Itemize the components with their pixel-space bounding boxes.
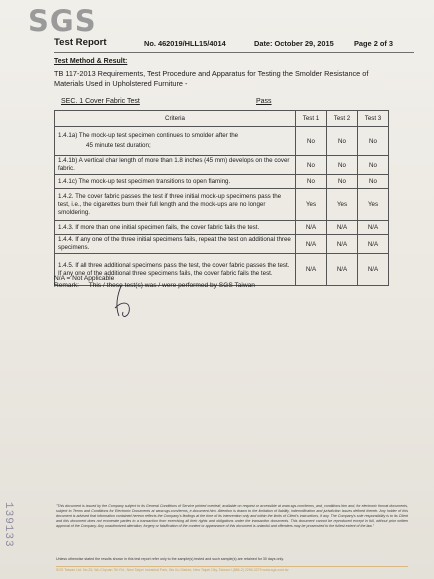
result-test-3: N/A [358, 254, 389, 286]
table-row [55, 175, 389, 189]
section-label: SEC. 1 Cover Fabric Test [61, 98, 140, 105]
criteria-table [54, 110, 389, 286]
table-row [55, 156, 389, 175]
table-row [55, 127, 389, 156]
remark-text: This / these test(s) was / were performed by SGS Taiwan [88, 282, 255, 289]
result-test-2: N/A [327, 235, 358, 254]
result-test-1: No [296, 156, 327, 175]
header-criteria: Criteria [55, 111, 296, 127]
header-divider [54, 52, 414, 53]
criteria-cell: 1.4.1c) The mock-up test specimen transitions to open flaming. [55, 175, 296, 189]
result-test-2: Yes [327, 189, 358, 221]
result-test-3: No [358, 175, 389, 189]
na-legend: N/A = Not Applicable [54, 275, 115, 282]
criteria-cell: 1.4.2. The cover fabric passes the test if three initial mock-up specimens pass the test, i.e., the cigarettes burn their full length and the mock-ups are no longer smoldering. [55, 189, 296, 221]
header-test-1: Test 1 [296, 111, 327, 127]
result-test-1: N/A [296, 235, 327, 254]
result-test-3: N/A [358, 221, 389, 235]
report-date: Date: October 29, 2015 [254, 39, 334, 48]
criteria-cell: 1.4.3. If more than one initial specimen fails, the cover fabric fails the test. [55, 221, 296, 235]
result-test-1: Yes [296, 189, 327, 221]
table-row [55, 189, 389, 221]
result-test-2: No [327, 156, 358, 175]
page-number: Page 2 of 3 [354, 39, 394, 48]
report-number: No. 462019/HLL15/4014 [144, 39, 226, 48]
sample-retention-note: Unless otherwise stated the results shown in this test report refer only to the sample(s) tested and such sample(s) are retained for 30 days only. [56, 557, 284, 561]
result-test-2: N/A [327, 254, 358, 286]
sgs-logo: SGS [28, 4, 97, 38]
handwritten-mark [109, 282, 149, 322]
criteria-cell: 1.4.4. If any one of the three initial specimens fails, repeat the test on additional three specimens. [55, 235, 296, 254]
result-test-1: No [296, 175, 327, 189]
criteria-text-continued: 45 minute test duration; [86, 142, 151, 149]
table-header-row [55, 111, 389, 127]
method-description: TB 117-2013 Requirements, Test Procedure and Apparatus for Testing the Smolder Resistance of Materials Used in Upholstered Furniture - [54, 69, 369, 88]
result-test-3: No [358, 156, 389, 175]
result-test-1: No [296, 127, 327, 156]
result-test-1: N/A [296, 254, 327, 286]
criteria-text: 1.4.1a) The mock-up test specimen continues to smolder after the [58, 132, 239, 139]
side-serial-number: 139133 [2, 502, 14, 548]
company-footer: SGS Taiwan Ltd. No.25, Wu Chyuan 7th Rd., New Taipei Industrial Park, Wu Ku District, New Taipei City, Taiwan t (886-2) 2299-3279 www.sgs.com.tw [56, 566, 408, 572]
criteria-cell: 1.4.1b) A vertical char length of more than 1.8 inches (45 mm) develops on the cover fabric. [55, 156, 296, 175]
result-test-2: No [327, 127, 358, 156]
header-test-3: Test 3 [358, 111, 389, 127]
remark-line [54, 282, 255, 289]
table-row [55, 235, 389, 254]
section-result: Pass [256, 98, 272, 105]
result-test-3: No [358, 127, 389, 156]
criteria-cell [55, 127, 296, 156]
criteria-cell: 1.4.5. If all three additional specimens pass the test, the cover fabric passes the test. If any one of the additional three specimens fails, the cover fabric fails the test. [55, 254, 296, 286]
header-test-2: Test 2 [327, 111, 358, 127]
remark-label: Remark: [54, 282, 79, 289]
result-test-3: N/A [358, 235, 389, 254]
method-heading: Test Method & Result: [54, 58, 128, 65]
table-row [55, 221, 389, 235]
result-test-1: N/A [296, 221, 327, 235]
report-title: Test Report [54, 37, 107, 48]
result-test-2: No [327, 175, 358, 189]
result-test-3: Yes [358, 189, 389, 221]
result-test-2: N/A [327, 221, 358, 235]
legal-disclaimer: "This document is issued by the Company subject to its General Conditions of Service printed overleaf, available on request or accessible at www.sgs.com/terms_and_conditions.htm and, for electronic format documents, subject to Terms and Conditions for Electronic Documents at www.sgs.com/terms_e-document.htm. Attention is drawn to the limitation of liability, indemnification and jurisdiction issues defined therein. Any holder of this document is advised that information contained hereon reflects the Company's findings at the time of its intervention only and within the limits of Client's instructions, if any. The Company's sole responsibility is to its Client and this document does not exonerate parties to a transaction from exercising all their rights and obligations under the transaction documents. This document cannot be reproduced except in full, without prior written approval of the Company. Any unauthorized alteration, forgery or falsification of the content or appearance of this document is unlawful and offenders may be prosecuted to the fullest extent of the law." [56, 504, 408, 528]
